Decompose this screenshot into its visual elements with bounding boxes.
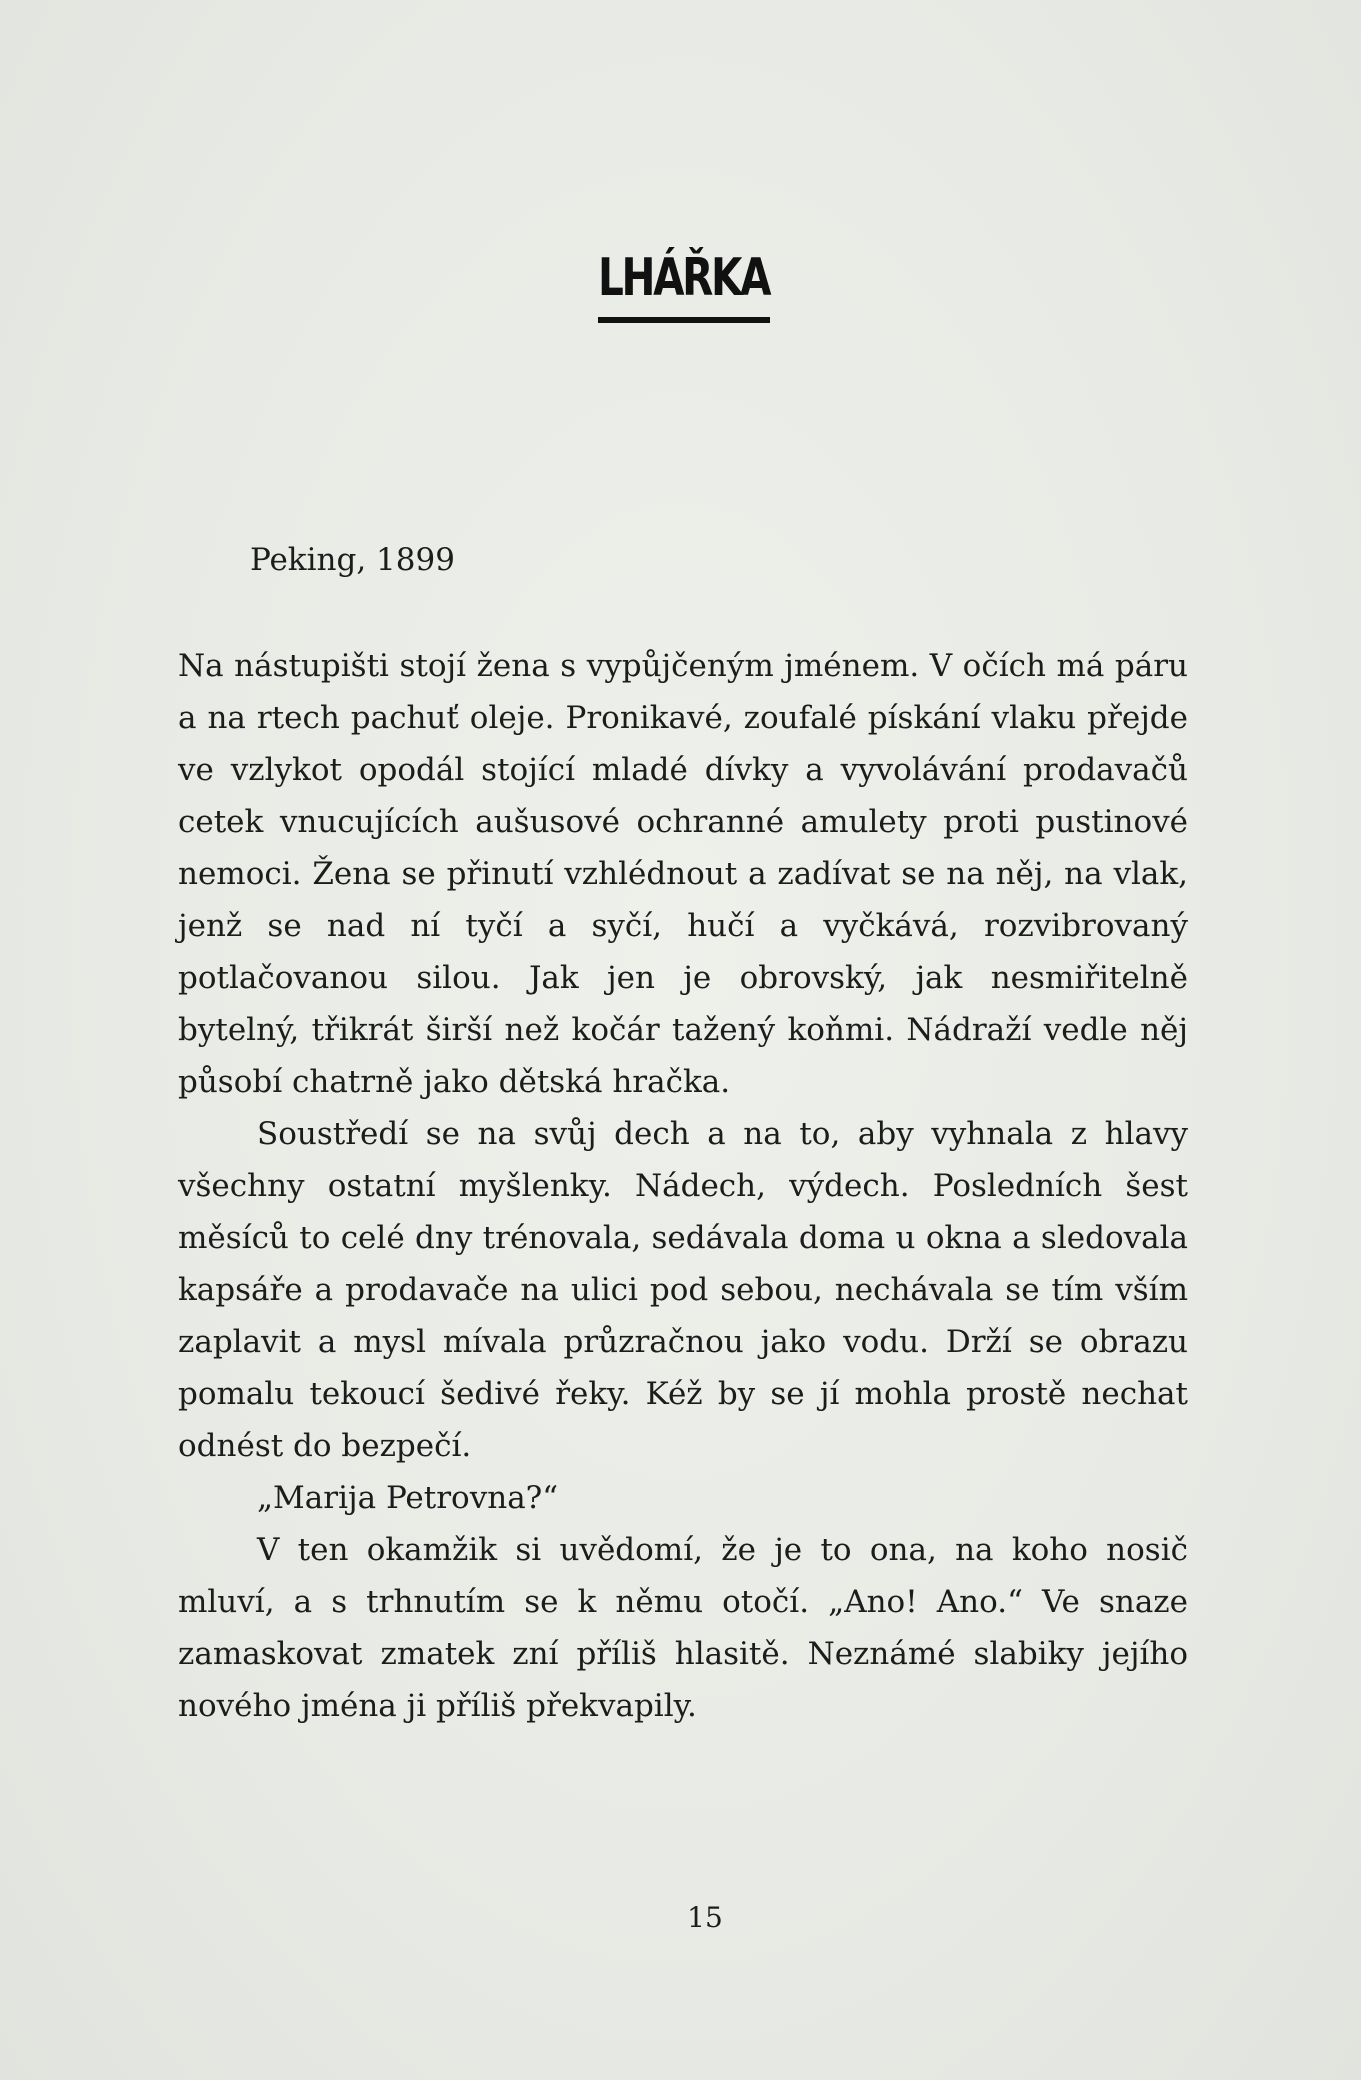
chapter-title-underline bbox=[598, 317, 770, 323]
paragraph-4: V ten okamžik si uvědomí, že je to ona, na koho nosič mluví, a s trhnutím se k němu otočí. „Ano! Ano.“ Ve snaze zamaskovat zmatek zní příliš hlasitě. Neznámé slabiky jejího nového jména ji příliš překvapily. bbox=[178, 1532, 1188, 1724]
chapter-title: LHÁŘKA bbox=[598, 248, 770, 308]
paragraph-1: Na nástupišti stojí žena s vypůjčeným jménem. V očích má páru a na rtech pachuť oleje. Pronikavé, zoufalé pískání vlaku přejde ve vzlykot opodál stojící mladé dívky a vyvolávání prodavačů cetek vnucujících aušusové ochranné amulety proti pustinové nemoci. Žena se přinutí vzhlédnout a zadívat se na něj, na vlak, jenž se nad ní tyčí a syčí, hučí a vyčkává, rozvibrovaný potlačovanou silou. Jak jen je obrovský, jak nesmiřitelně bytelný, třikrát širší než kočár tažený koňmi. Nádraží vedle něj působí chatrně jako dětská hračka. bbox=[178, 648, 1188, 1100]
chapter-body bbox=[178, 640, 1188, 1732]
page-number: 15 bbox=[687, 1901, 723, 1934]
dialogue-line: „Marija Petrovna?“ bbox=[257, 1480, 559, 1516]
paragraph-2: Soustředí se na svůj dech a na to, aby vyhnala z hlavy všechny ostatní myšlenky. Nádech, výdech. Posledních šest měsíců to celé dny trénovala, sedávala doma u okna a sledovala kapsáře a prodavače na ulici pod sebou, nechávala se tím vším zaplavit a mysl mívala průzračnou jako vodu. Drží se obrazu pomalu tekoucí šedivé řeky. Kéž by se jí mohla prostě nechat odnést do bezpečí. bbox=[178, 1116, 1188, 1464]
chapter-dateline: Peking, 1899 bbox=[250, 542, 455, 578]
